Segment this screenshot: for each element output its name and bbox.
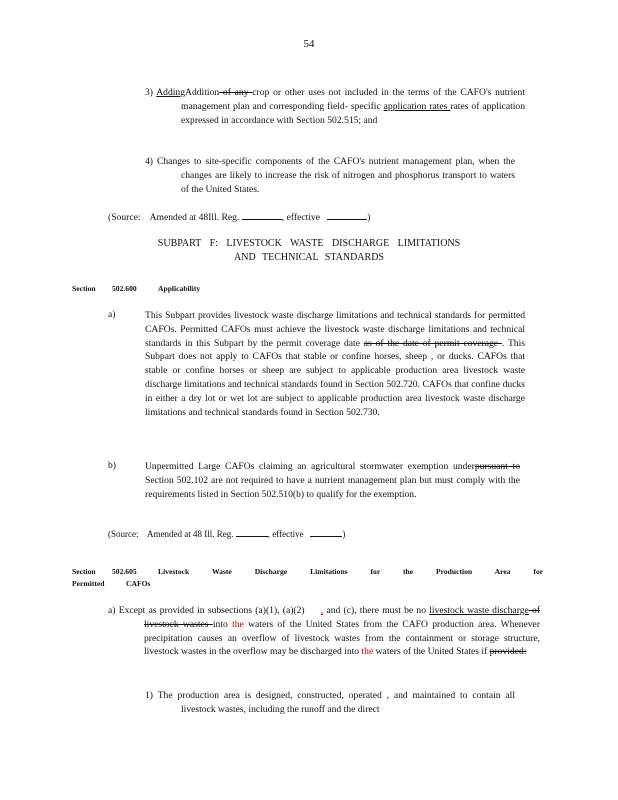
list-item-4 [145, 155, 515, 196]
section-title: Livestock Waste Discharge Limitations for the Production Area for [158, 567, 544, 576]
item-text: rates of application expressed in accordance with Section 502.515; and [181, 100, 526, 126]
inserted-text: livestock waste discharge [429, 605, 529, 616]
paragraph-label: b) [108, 460, 116, 471]
source-label: (Source: [108, 212, 141, 223]
section-label: Section [72, 284, 96, 293]
source-label: (Source: [108, 529, 139, 539]
paragraph-text: and (c), there must be no [323, 605, 430, 616]
deleted-text: pursuant to [474, 461, 520, 472]
source-text: Amended at 48 Ill. Reg. [147, 529, 234, 539]
section-label: Permitted [72, 579, 105, 588]
paragraph-text: . This Subpart does not apply to CAFOs that stable or confine horses, sheep , or ducks. CAFOs that stable or confine horses or sheep are subject to applicable production area livestock waste discharge limitations and technical standards found in Section 502.720. CAFOs that confine ducks in either a dry lot or wet lot are subject to applicable production area livestock waste discharge limitations and technical standards found in Section 502.730. [145, 337, 525, 418]
paragraph-text: Section 502.102 are not required to have a nutrient management plan but must comply with the requirements listed in Section 502.510(b) to qualify for the exemption. [145, 474, 520, 500]
inserted-text: , [320, 605, 324, 616]
blank-line [236, 527, 268, 537]
inserted-text: the [361, 646, 374, 658]
item-number: 3) [145, 87, 153, 98]
page-number: 54 [303, 38, 315, 50]
paragraph-text: waters of the United States if [373, 646, 490, 658]
paragraph-a [145, 309, 525, 419]
paragraph-605-a [108, 604, 540, 659]
inserted-text: Addition [185, 87, 220, 98]
section-title: CAFOs [126, 579, 151, 588]
blank-line [327, 210, 367, 220]
source-note [108, 527, 508, 542]
subpart-title: SUBPART F: LIVESTOCK WASTE DISCHARGE LIMITATIONS [157, 238, 461, 249]
paragraph-text: This Subpart provides livestock waste discharge limitations and technical standards for permitted CAFOs. Permitted CAFOs must achieve the livestock waste discharge limitations and technical standards in this Subpart by the permit coverage date [145, 310, 525, 349]
inserted-text: the [232, 618, 244, 630]
deleted-text: provided: [489, 646, 527, 658]
deleted-text: of any [219, 87, 253, 98]
source-note [108, 210, 508, 225]
section-label: Section [72, 567, 96, 576]
paragraph-text: into [212, 618, 233, 630]
item-text: The production area is designed, constructed, operated , and maintained to contain all livestock wastes, including the runoff and the direct [157, 690, 515, 715]
source-text: Amended at 48Ill. Reg. [149, 212, 240, 223]
deleted-text: as of the date of permit coverage [363, 337, 502, 349]
item-text: crop or other uses not included in the terms of the CAFO's nutrient management plan and corresponding field- specific [181, 87, 526, 112]
list-item-3 [145, 86, 525, 127]
source-text: , effective [281, 212, 320, 223]
item-text: Changes to site-specific components of the CAFO's nutrient management plan, when the changes are likely to increase the risk of nitrogen and phosphorus transport to waters of the United States. [156, 156, 515, 195]
source-text: ) [367, 212, 371, 223]
source-text: , effective [267, 529, 304, 539]
section-number: 502.600 [112, 284, 137, 293]
section-number: 502.605 [112, 567, 137, 576]
blank-line [310, 527, 342, 537]
subpart-title: AND TECHNICAL STANDARDS [234, 252, 384, 263]
deleted-text: of livestock wastes [144, 605, 541, 630]
source-text: ) [342, 529, 346, 539]
inserted-text: Adding [156, 87, 186, 98]
inserted-text: application rates [383, 100, 451, 112]
item-number: 4) [145, 156, 153, 167]
subpart-heading [0, 237, 618, 265]
paragraph-label: a) [108, 605, 116, 616]
item-number: 1) [145, 690, 153, 701]
list-item-605-1 [145, 689, 515, 717]
section-title: Applicability [158, 284, 201, 293]
paragraph-text: Except as provided in subsections (a)(1), (a)(2) [118, 605, 305, 616]
paragraph-b [145, 460, 520, 501]
paragraph-text: waters of the United States from the CAFO production area. Whenever precipitation causes an overflow of livestock wastes from the containment or storage structure, livestock wastes in the overflow may be discharged into [144, 618, 541, 658]
paragraph-label: a) [108, 309, 116, 320]
paragraph-text: Unpermitted Large CAFOs claiming an agricultural stormwater exemption under [145, 461, 475, 472]
blank-line [242, 210, 282, 220]
